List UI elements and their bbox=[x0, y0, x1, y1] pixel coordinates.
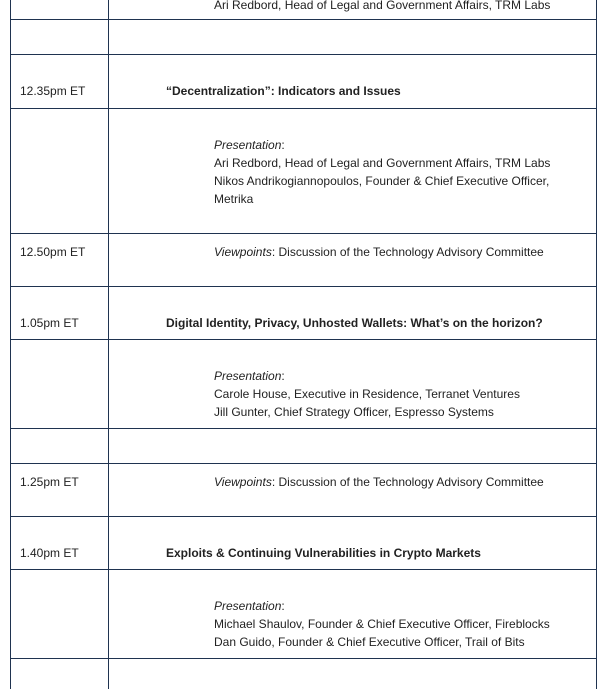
session-title: Exploits & Continuing Vulnerabilities in Crypto Markets bbox=[166, 546, 481, 560]
viewpoints-label: Viewpoints bbox=[214, 245, 272, 259]
session-title: Digital Identity, Privacy, Unhosted Wallets: What’s on the horizon? bbox=[166, 316, 543, 330]
speaker-line: Ari Redbord, Head of Legal and Government Affairs, TRM Labs bbox=[214, 156, 551, 170]
speaker-line: Michael Shaulov, Founder & Chief Executive Officer, Fireblocks bbox=[214, 617, 550, 631]
speaker-line: Nikos Andrikogiannopoulos, Founder & Chief Executive Officer, bbox=[214, 174, 550, 188]
agenda-row bbox=[10, 340, 597, 429]
speaker-line: Metrika bbox=[214, 192, 254, 206]
presentation-label: Presentation bbox=[214, 599, 282, 613]
agenda-spacer-row bbox=[10, 659, 597, 689]
session-time: 1.25pm ET bbox=[20, 475, 79, 489]
agenda-row bbox=[10, 517, 597, 570]
presentation-label: Presentation bbox=[214, 369, 282, 383]
speaker-line: Ari Redbord, Head of Legal and Government Affairs, TRM Labs bbox=[214, 0, 551, 12]
agenda-row bbox=[10, 55, 597, 109]
viewpoints-block bbox=[214, 473, 544, 491]
agenda-row bbox=[10, 464, 597, 517]
presentation-block: Presentation: Carole House, Executive in Residence, Terranet Ventures Jill Gunter, Chief Strategy Officer, Espresso Systems bbox=[214, 369, 520, 419]
session-time: 12.35pm ET bbox=[20, 84, 86, 98]
viewpoints-text: : Discussion of the Technology Advisory Committee bbox=[271, 245, 544, 259]
agenda-row bbox=[10, 234, 597, 287]
agenda-table bbox=[10, 0, 597, 689]
session-time: 12.50pm ET bbox=[20, 245, 86, 259]
viewpoints-text: : Discussion of the Technology Advisory Committee bbox=[271, 475, 544, 489]
viewpoints-block bbox=[214, 243, 544, 261]
presentation-block: Presentation: Ari Redbord, Head of Legal and Government Affairs, TRM Labs Nikos Andrikogiannopoulos, Founder & Chief Executive Officer, Metrika bbox=[214, 138, 551, 206]
agenda-row bbox=[10, 570, 597, 659]
speaker-line: Dan Guido, Founder & Chief Executive Officer, Trail of Bits bbox=[214, 635, 525, 649]
speaker-list bbox=[214, 0, 550, 14]
agenda-row bbox=[10, 0, 597, 20]
agenda-row bbox=[10, 109, 597, 234]
session-title: “Decentralization”: Indicators and Issues bbox=[166, 84, 401, 98]
session-time: 1.40pm ET bbox=[20, 546, 79, 560]
agenda-spacer-row bbox=[10, 20, 597, 55]
agenda-spacer-row bbox=[10, 429, 597, 464]
presentation-label: Presentation bbox=[214, 138, 282, 152]
viewpoints-label: Viewpoints bbox=[214, 475, 272, 489]
speaker-line: Carole House, Executive in Residence, Terranet Ventures bbox=[214, 387, 520, 401]
session-time: 1.05pm ET bbox=[20, 316, 79, 330]
speaker-line: Jill Gunter, Chief Strategy Officer, Espresso Systems bbox=[214, 405, 494, 419]
agenda-row bbox=[10, 287, 597, 340]
presentation-block: Presentation: Michael Shaulov, Founder & Chief Executive Officer, Fireblocks Dan Guido, Founder & Chief Executive Officer, Trail of Bits bbox=[214, 599, 550, 649]
